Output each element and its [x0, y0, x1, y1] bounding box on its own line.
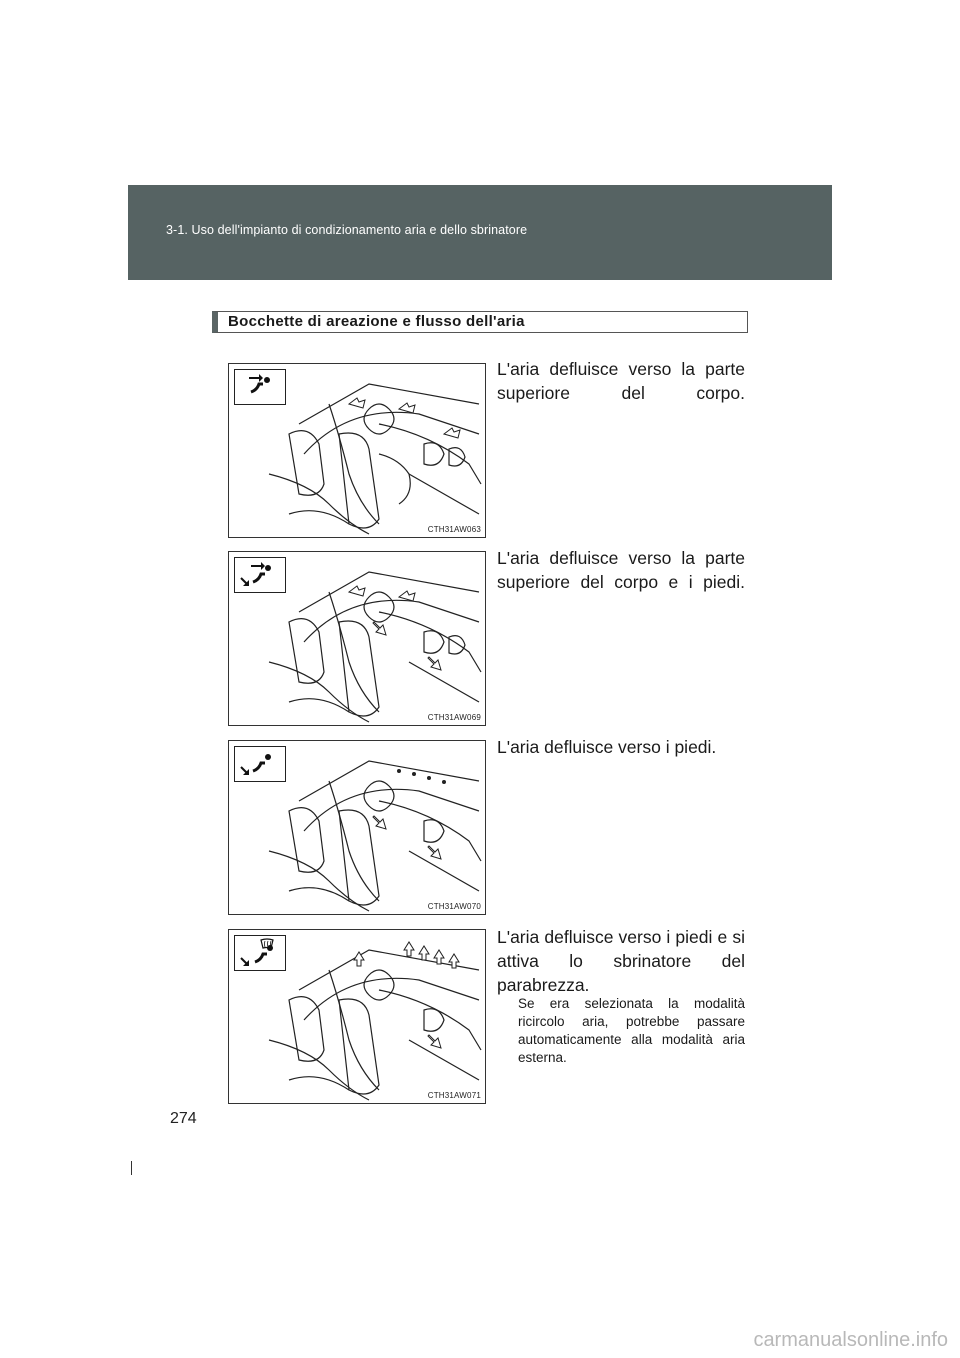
figure-code: CTH31AW069 — [427, 713, 481, 722]
bi-level-vent-icon — [234, 557, 286, 593]
figure-code: CTH31AW070 — [427, 902, 481, 911]
figure-bi-level-mode — [228, 551, 486, 726]
watermark: carmanualsonline.info — [753, 1329, 948, 1351]
foot-defrost-vent-icon — [234, 935, 286, 971]
figure-foot-mode — [228, 740, 486, 915]
mode-note: Se era selezionata la modalità ricircolo aria, potrebbe passare automaticamente alla modalità aria esterna. — [518, 996, 745, 1065]
figure-code: CTH31AW063 — [427, 525, 481, 534]
mode-description: L'aria defluisce verso la parte superiore del corpo e i piedi. — [497, 548, 745, 592]
section-title: Bocchette di areazione e flusso dell'aria — [212, 311, 748, 333]
figure-code: CTH31AW071 — [427, 1091, 481, 1100]
mode-description: L'aria defluisce verso i piedi e si attiva lo sbrinatore del parabrezza. — [497, 927, 745, 995]
page-number: 274 — [170, 1110, 197, 1127]
figure-face-mode — [228, 363, 486, 538]
margin-mark — [131, 1161, 132, 1175]
figure-foot-defrost-mode — [228, 929, 486, 1104]
chapter-title: 3-1. Uso dell'impianto di condizionamento aria e dello sbrinatore — [166, 223, 528, 237]
mode-description: L'aria defluisce verso i piedi. — [497, 737, 717, 757]
chapter-header — [128, 185, 832, 280]
face-vent-icon — [234, 369, 286, 405]
mode-description: L'aria defluisce verso la parte superiore del corpo. — [497, 359, 745, 403]
foot-vent-icon — [234, 746, 286, 782]
